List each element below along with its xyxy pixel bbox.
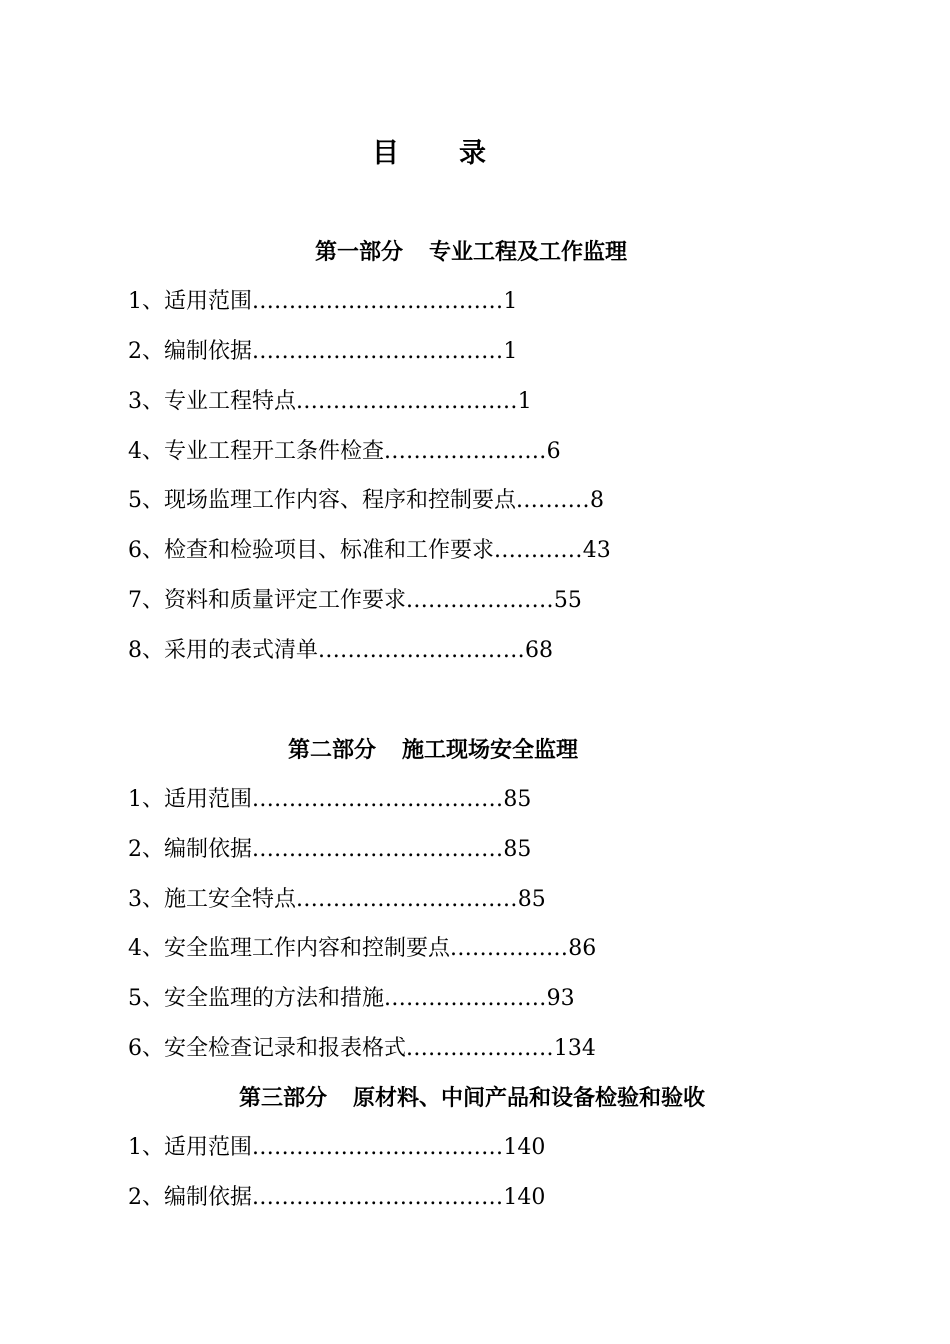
toc-page-number: 140 <box>503 1135 546 1160</box>
section-heading-part-3 <box>0 1078 947 1118</box>
toc-title-char-2: 录 <box>459 138 488 169</box>
toc-leader-dots: .............................. <box>296 389 518 414</box>
toc-page-number: 1 <box>503 339 518 364</box>
toc-entry-text: 4、专业工程开工条件检查 <box>128 439 384 464</box>
toc-entry-text: 8、采用的表式清单 <box>128 638 318 663</box>
toc-entry-text: 4、安全监理工作内容和控制要点 <box>128 936 450 961</box>
toc-entry[interactable] <box>128 531 611 571</box>
section-part-label: 第三部分 <box>238 1085 327 1111</box>
toc-page-number: 6 <box>546 439 561 464</box>
toc-leader-dots: .................... <box>406 1036 554 1061</box>
toc-entry-text: 7、资料和质量评定工作要求 <box>128 588 406 613</box>
toc-entry-text: 3、施工安全特点 <box>128 887 296 912</box>
toc-page-number: 134 <box>553 1036 596 1061</box>
toc-title <box>0 132 860 176</box>
toc-entry-text: 5、现场监理工作内容、程序和控制要点 <box>128 488 516 513</box>
toc-leader-dots: ...................... <box>384 986 547 1011</box>
toc-entry[interactable] <box>128 332 517 372</box>
section-name: 原材料、中间产品和设备检验和验收 <box>353 1085 706 1111</box>
section-name: 施工现场安全监理 <box>402 737 579 763</box>
toc-page-number: 1 <box>503 289 518 314</box>
toc-entry-text: 6、安全检查记录和报表格式 <box>128 1036 406 1061</box>
toc-page-number: 43 <box>582 538 611 563</box>
toc-entry-text: 1、适用范围 <box>128 1135 252 1160</box>
toc-leader-dots: ................ <box>450 936 569 961</box>
section-part-label: 第二部分 <box>287 737 376 763</box>
section-heading-part-1 <box>0 232 946 272</box>
toc-entry-text: 3、专业工程特点 <box>128 389 296 414</box>
section-name: 专业工程及工作监理 <box>429 239 628 265</box>
toc-leader-dots: ...................... <box>384 439 547 464</box>
toc-leader-dots: .................................. <box>252 787 504 812</box>
toc-entry-text: 2、编制依据 <box>128 837 252 862</box>
toc-entry[interactable] <box>128 929 596 969</box>
toc-page-number: 140 <box>503 1185 546 1210</box>
toc-page-number: 1 <box>517 389 532 414</box>
toc-entry[interactable] <box>128 1128 545 1168</box>
toc-entry-text: 5、安全监理的方法和措施 <box>128 986 384 1011</box>
toc-entry-text: 2、编制依据 <box>128 1185 252 1210</box>
toc-entry[interactable] <box>128 481 604 521</box>
toc-entry[interactable] <box>128 282 517 322</box>
toc-entry[interactable] <box>128 1029 596 1069</box>
toc-entry[interactable] <box>128 1178 545 1218</box>
section-part-label: 第一部分 <box>314 239 403 265</box>
toc-leader-dots: .................... <box>406 588 554 613</box>
toc-leader-dots: ............ <box>494 538 583 563</box>
toc-leader-dots: .............................. <box>296 887 518 912</box>
toc-leader-dots: .................................. <box>252 289 504 314</box>
toc-entry[interactable] <box>128 830 531 870</box>
toc-leader-dots: ............................ <box>318 638 526 663</box>
toc-leader-dots: .................................. <box>252 1185 504 1210</box>
toc-leader-dots: .................................. <box>252 837 504 862</box>
toc-title-char-1: 目 <box>372 138 401 169</box>
section-heading-part-2 <box>0 730 908 770</box>
toc-page-number: 68 <box>525 638 554 663</box>
toc-entry-text: 1、适用范围 <box>128 289 252 314</box>
toc-entry-text: 6、检查和检验项目、标准和工作要求 <box>128 538 494 563</box>
toc-entry-text: 1、适用范围 <box>128 787 252 812</box>
toc-entry[interactable] <box>128 780 531 820</box>
toc-page-number: 8 <box>589 488 604 513</box>
toc-page-number: 85 <box>503 837 532 862</box>
toc-entry[interactable] <box>128 631 553 671</box>
toc-page-number: 86 <box>568 936 597 961</box>
toc-entry[interactable] <box>128 979 575 1019</box>
toc-entry-text: 2、编制依据 <box>128 339 252 364</box>
toc-leader-dots: .................................. <box>252 339 504 364</box>
toc-page-number: 85 <box>517 887 546 912</box>
toc-entry[interactable] <box>128 432 561 472</box>
toc-page-number: 93 <box>546 986 575 1011</box>
toc-page-number: 85 <box>503 787 532 812</box>
toc-entry[interactable] <box>128 382 532 422</box>
toc-leader-dots: .......... <box>516 488 590 513</box>
toc-entry[interactable] <box>128 581 582 621</box>
toc-entry[interactable] <box>128 880 546 920</box>
toc-leader-dots: .................................. <box>252 1135 504 1160</box>
toc-page-number: 55 <box>553 588 582 613</box>
